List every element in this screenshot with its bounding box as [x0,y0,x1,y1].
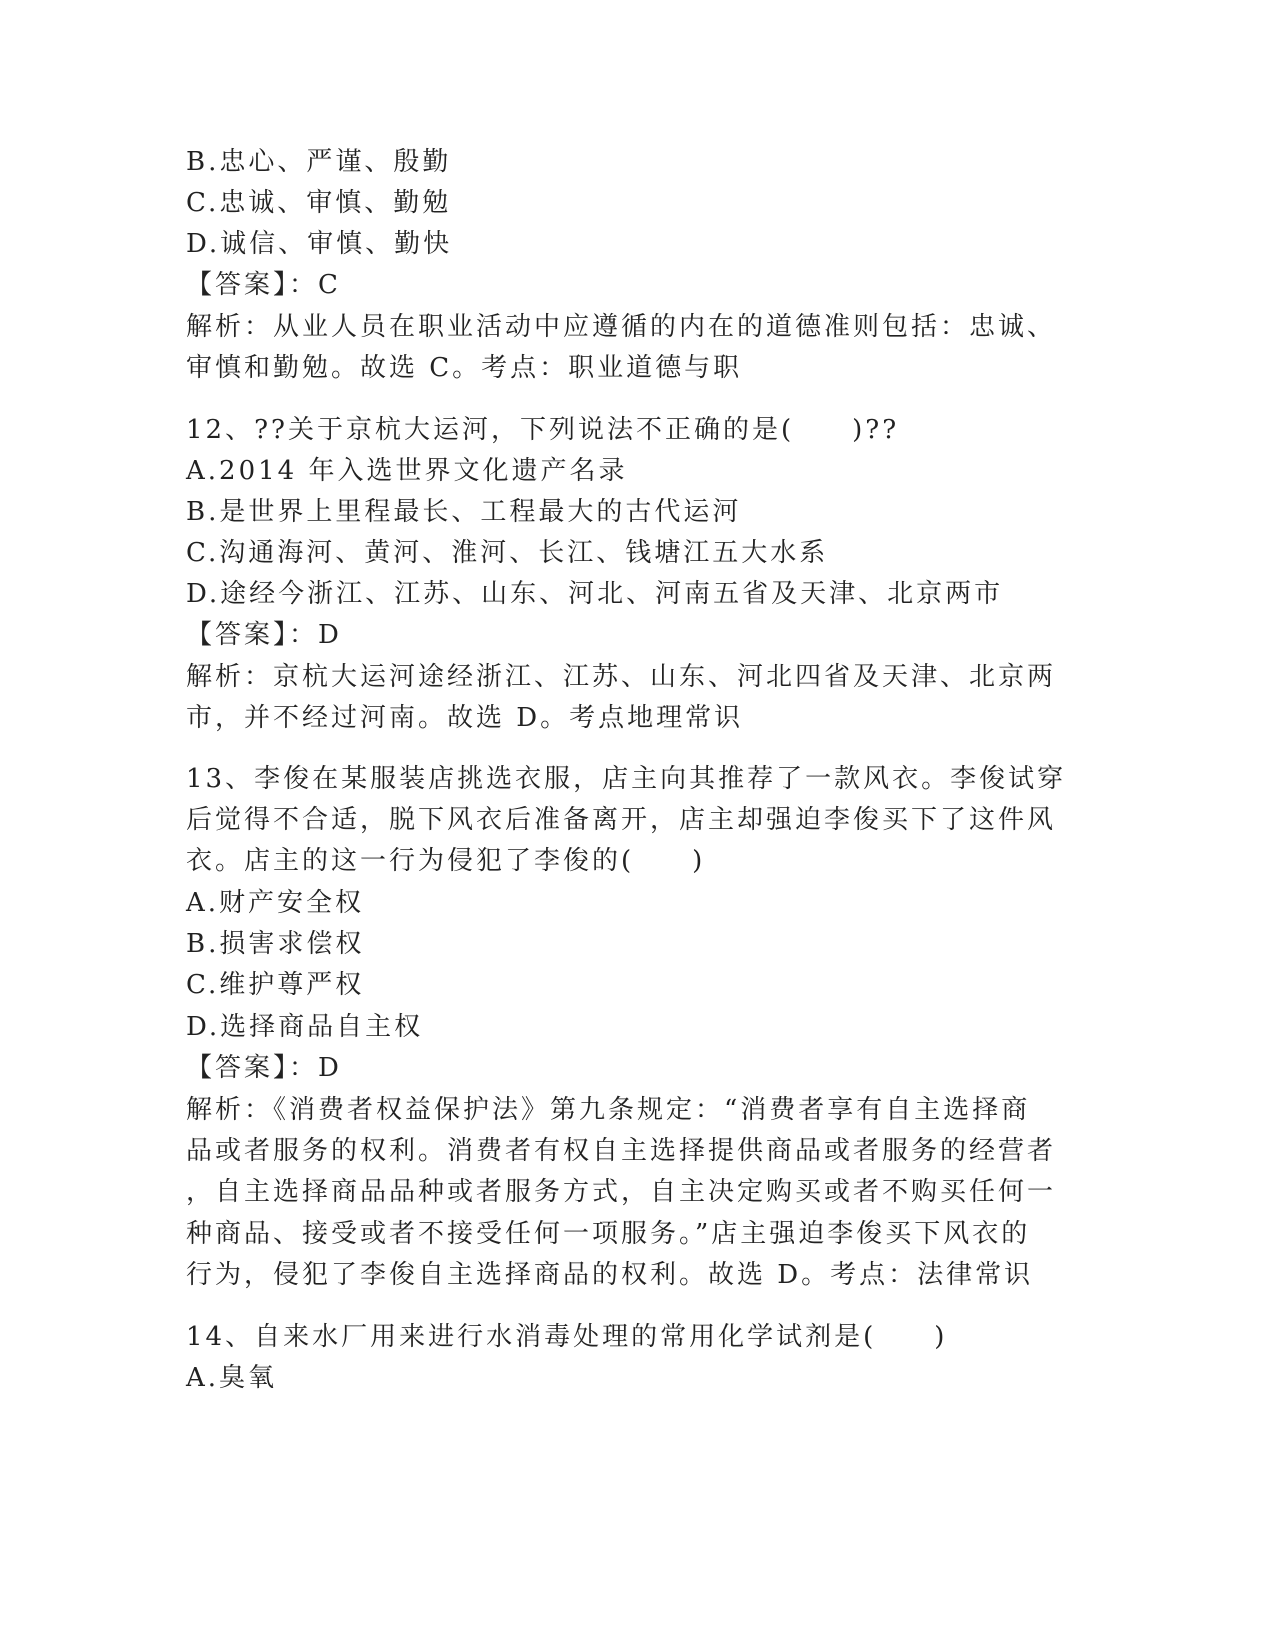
q12-option-d: D.途经今浙江、江苏、山东、河北、河南五省及天津、北京两市 [186,579,1004,609]
q11-answer: 【答案】：C [186,270,341,300]
q13-option-c: C.维护尊严权 [186,970,365,1000]
q13-option-d: D.选择商品自主权 [186,1012,424,1042]
q11-analysis-line-2: 审慎和勤勉。故选 C。考点：职业道德与职 [186,353,743,383]
q13-option-a: A.财产安全权 [186,888,365,918]
q13-analysis-line-2: 品或者服务的权利。消费者有权自主选择提供商品或者服务的经营者 [186,1136,1057,1166]
q13-analysis-line-1: 解析：《消费者权益保护法》第九条规定：“消费者享有自主选择商 [186,1095,1031,1125]
q12-option-a: A.2014 年入选世界文化遗产名录 [186,456,628,486]
q13-option-b: B.损害求偿权 [186,929,365,959]
q12-analysis-line-2: 市，并不经过河南。故选 D。考点地理常识 [186,703,744,733]
q13-analysis-line-5: 行为，侵犯了李俊自主选择商品的权利。故选 D。考点：法律常识 [186,1260,1034,1290]
q13-question-line-1: 13、李俊在某服装店挑选衣服，店主向其推荐了一款风衣。李俊试穿 [186,764,1067,794]
q11-analysis-line-1: 解析：从业人员在职业活动中应遵循的内在的道德准则包括：忠诚、 [186,312,1057,342]
q11-option-d: D.诚信、审慎、勤快 [186,229,453,259]
q13-question-line-2: 后觉得不合适，脱下风衣后准备离开，店主却强迫李俊买下了这件风 [186,805,1057,835]
q12-answer: 【答案】：D [186,620,342,650]
q12-analysis-line-1: 解析：京杭大运河途经浙江、江苏、山东、河北四省及天津、北京两 [186,662,1057,692]
q13-question-line-3: 衣。店主的这一行为侵犯了李俊的( ) [186,846,706,876]
q12-question: 12、??关于京杭大运河，下列说法不正确的是( )?? [186,415,900,445]
q11-option-c: C.忠诚、审慎、勤勉 [186,188,452,218]
q14-option-a: A.臭氧 [186,1363,278,1393]
q13-analysis-line-3: ，自主选择商品品种或者服务方式，自主决定购买或者不购买任何一 [186,1177,1057,1207]
q12-option-b: B.是世界上里程最长、工程最大的古代运河 [186,497,742,527]
q13-analysis-line-4: 种商品、接受或者不接受任何一项服务。”店主强迫李俊买下风衣的 [186,1219,1031,1249]
q11-option-b: B.忠心、严谨、殷勤 [186,147,452,177]
q14-question: 14、自来水厂用来进行水消毒处理的常用化学试剂是( ) [186,1322,948,1352]
q13-answer: 【答案】：D [186,1053,342,1083]
q12-option-c: C.沟通海河、黄河、淮河、长江、钱塘江五大水系 [186,538,829,568]
